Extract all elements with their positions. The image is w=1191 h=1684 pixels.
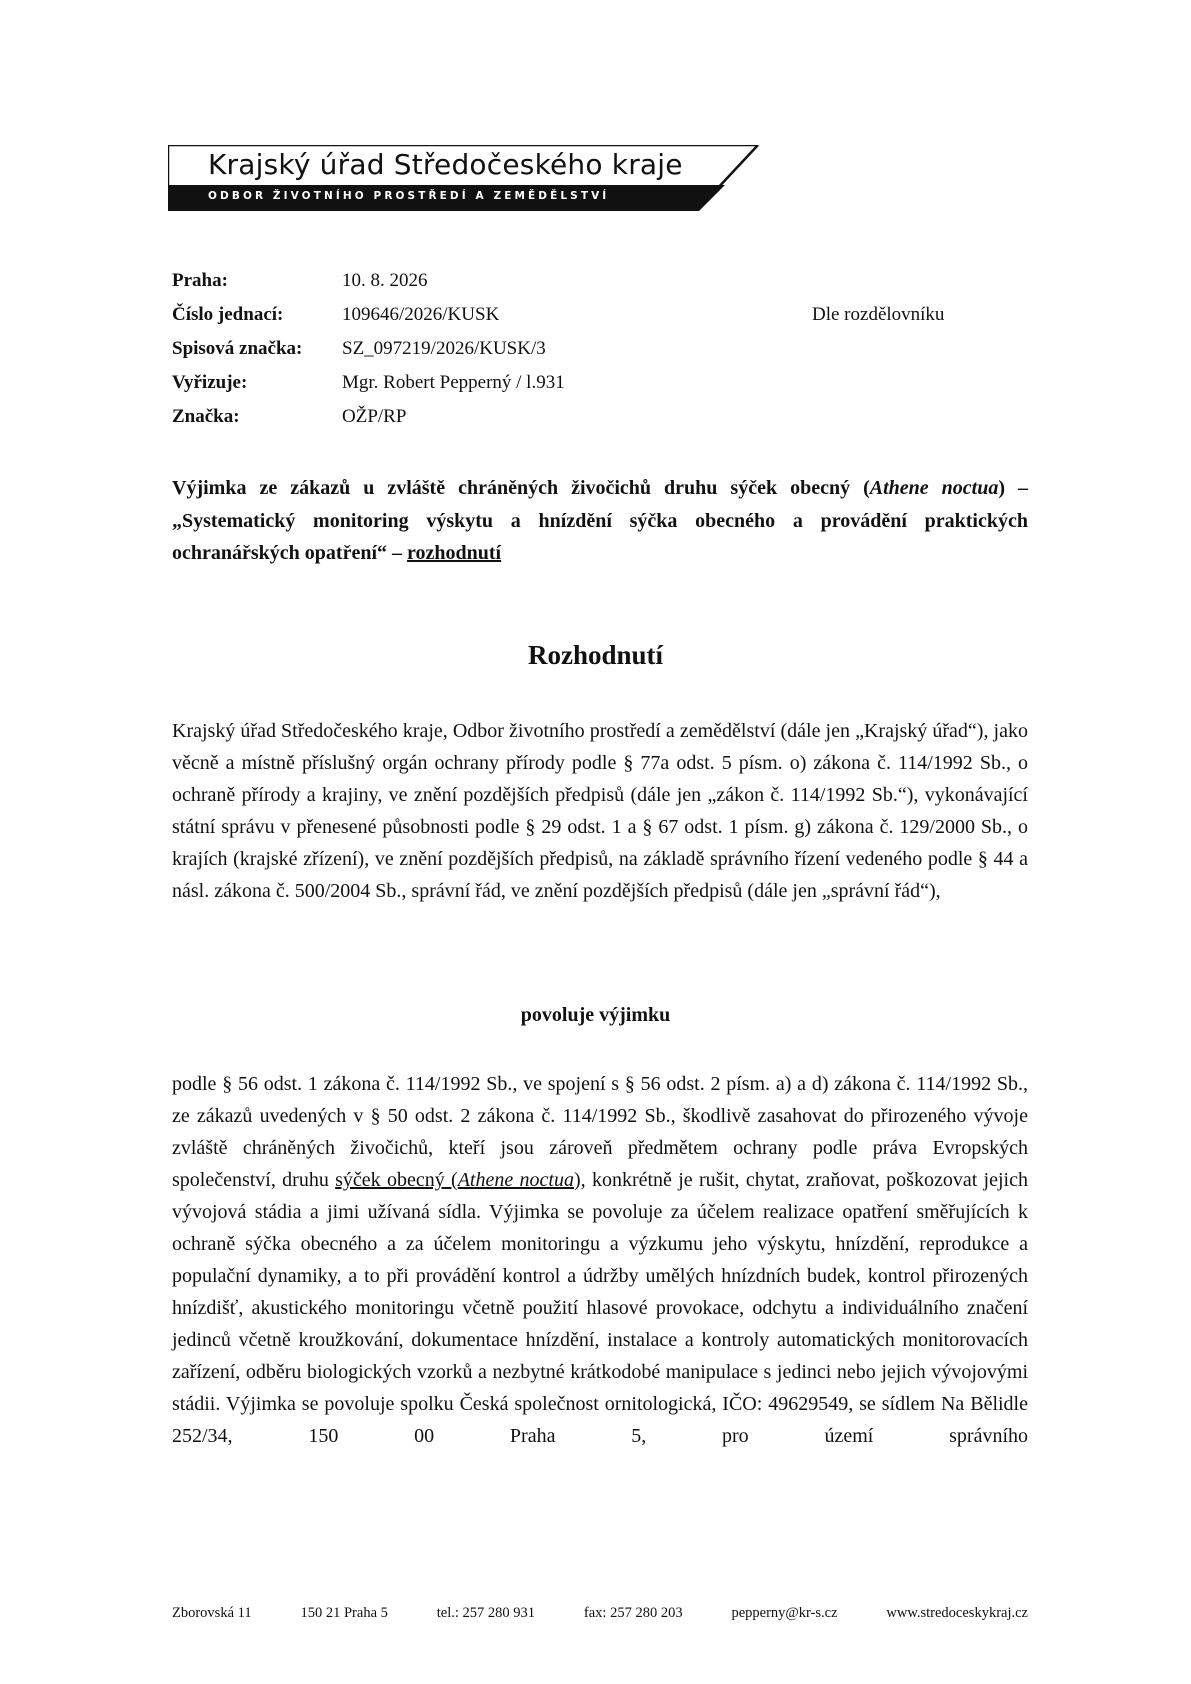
species-latin: Athene noctua [457,1169,574,1191]
footer-email[interactable]: pepperny@kr-s.cz [731,1605,838,1621]
meta-row-date [172,270,944,304]
meta-label: Spisová značka: [172,338,303,359]
logo-title: Krajský úřad Středočeského kraje [208,148,683,181]
decision-text: podle § 56 odst. 1 zákona č. 114/1992 Sb., ve spojení s § 56 odst. 2 písm. a) a d) zákona č. 114/1992 Sb., ze zákazů uvedených v § 50 odst. 2 zákona č. 114/1992 Sb., škodlivě zasahovat do přirozeného vývoje zvláště chráněných živočichů, kteří jsou zároveň předmětem ochrany podle práva Evropských společenství, druhu [172,1073,1028,1191]
meta-value: Mgr. Robert Pepperný / l.931 [342,372,565,393]
meta-row-reference-number [172,304,944,338]
species-paren: ) [573,1169,581,1191]
decision-text: , konkrétně je rušit, chytat, zraňovat, poškozovat jejich vývojová stádia a jimi užívaná sídla. Výjimka se povoluje za účelem realizace opatření směřujících k ochraně sýčka obecného a za účelem monitoringu a výzkumu jeho výskytu, hnízdění, reprodukce a populační dynamiky, a to při provádění kontrol a údržby umělých hnízdních budek, kontrol přirozených hnízdišť, akustického monitoringu včetně použití hlasové provokace, odchytu a individuálního značení jedinců včetně kroužkování, dokumentace hnízdění, instalace a kontroly automatických monitorovacích zařízení, odběru biologických vzorků a nezbytné krátkodobé manipulace s jedinci nebo jejich vývojovými stádii. Výjimka se povoluje spolku Česká společnost ornitologická, IČO: 49629549, se sídlem Na Bělidle 252/34, 150 00 Praha 5, pro území správního [172,1169,1028,1447]
intro-paragraph: Krajský úřad Středočeského kraje, Odbor životního prostředí a zemědělství (dále jen „Krajský úřad“), jako věcně a místně příslušný orgán ochrany přírody podle § 77a odst. 5 písm. o) zákona č. 114/1992 Sb., o ochraně přírody a krajiny, ve znění pozdějších předpisů (dále jen „zákon č. 114/1992 Sb.“), vykonávající státní správu v přenesené působnosti podle § 29 odst. 1 a § 67 odst. 1 písm. g) zákona č. 129/2000 Sb., o krajích (krajské zřízení), ve znění pozdějších předpisů, na základě správního řízení vedeného podle § 44 a násl. zákona č. 500/2004 Sb., správní řád, ve znění pozdějších předpisů (dále jen „správní řád“), [172,720,1028,902]
species-paren: ( [444,1169,458,1191]
subject-text: ) – „Systematický monitoring výskytu a hnízdění sýčka obecného a provádění praktických ochranářských opatření“ – [172,477,1028,564]
meta-row-handled-by [172,372,944,406]
footer-website[interactable]: www.stredoceskykraj.cz [886,1605,1028,1621]
meta-row-file-mark [172,338,944,372]
subject-species-latin: Athene noctua [869,477,999,499]
subject-decision-word: rozhodnutí [407,542,502,564]
recipient-note: Dle rozdělovníku [812,304,945,325]
footer-phone: tel.: 257 280 931 [436,1605,536,1621]
meta-value: OŽP/RP [342,406,407,427]
meta-label: Vyřizuje: [172,372,248,393]
meta-value: 109646/2026/KUSK [342,304,500,325]
species-name: sýček obecný [335,1169,445,1191]
decision-paragraph [172,1068,1028,1452]
meta-value: 10. 8. 2026 [342,270,428,291]
footer-city: 150 21 Praha 5 [300,1605,388,1621]
meta-label: Praha: [172,270,228,291]
meta-label: Značka: [172,406,240,427]
subject-text: Výjimka ze zákazů u zvláště chráněných živočichů druhu sýček obecný ( [172,477,870,499]
meta-row-mark [172,406,944,440]
document-metadata [172,270,944,440]
logo-subtitle: ODBOR ŽIVOTNÍHO PROSTŘEDÍ A ZEMĚDĚLSTVÍ [208,190,610,202]
authority-logo [168,145,760,211]
verdict-heading: povoluje výjimku [520,1004,671,1026]
species-name-link [335,1169,574,1191]
document-heading: Rozhodnutí [527,640,664,670]
footer-fax: fax: 257 280 203 [583,1605,683,1621]
meta-value: SZ_097219/2026/KUSK/3 [342,338,546,359]
document-subject [172,472,1028,570]
meta-label: Číslo jednací: [172,304,284,325]
footer-address: Zborovská 11 [172,1605,252,1621]
page-footer [172,1605,1028,1622]
